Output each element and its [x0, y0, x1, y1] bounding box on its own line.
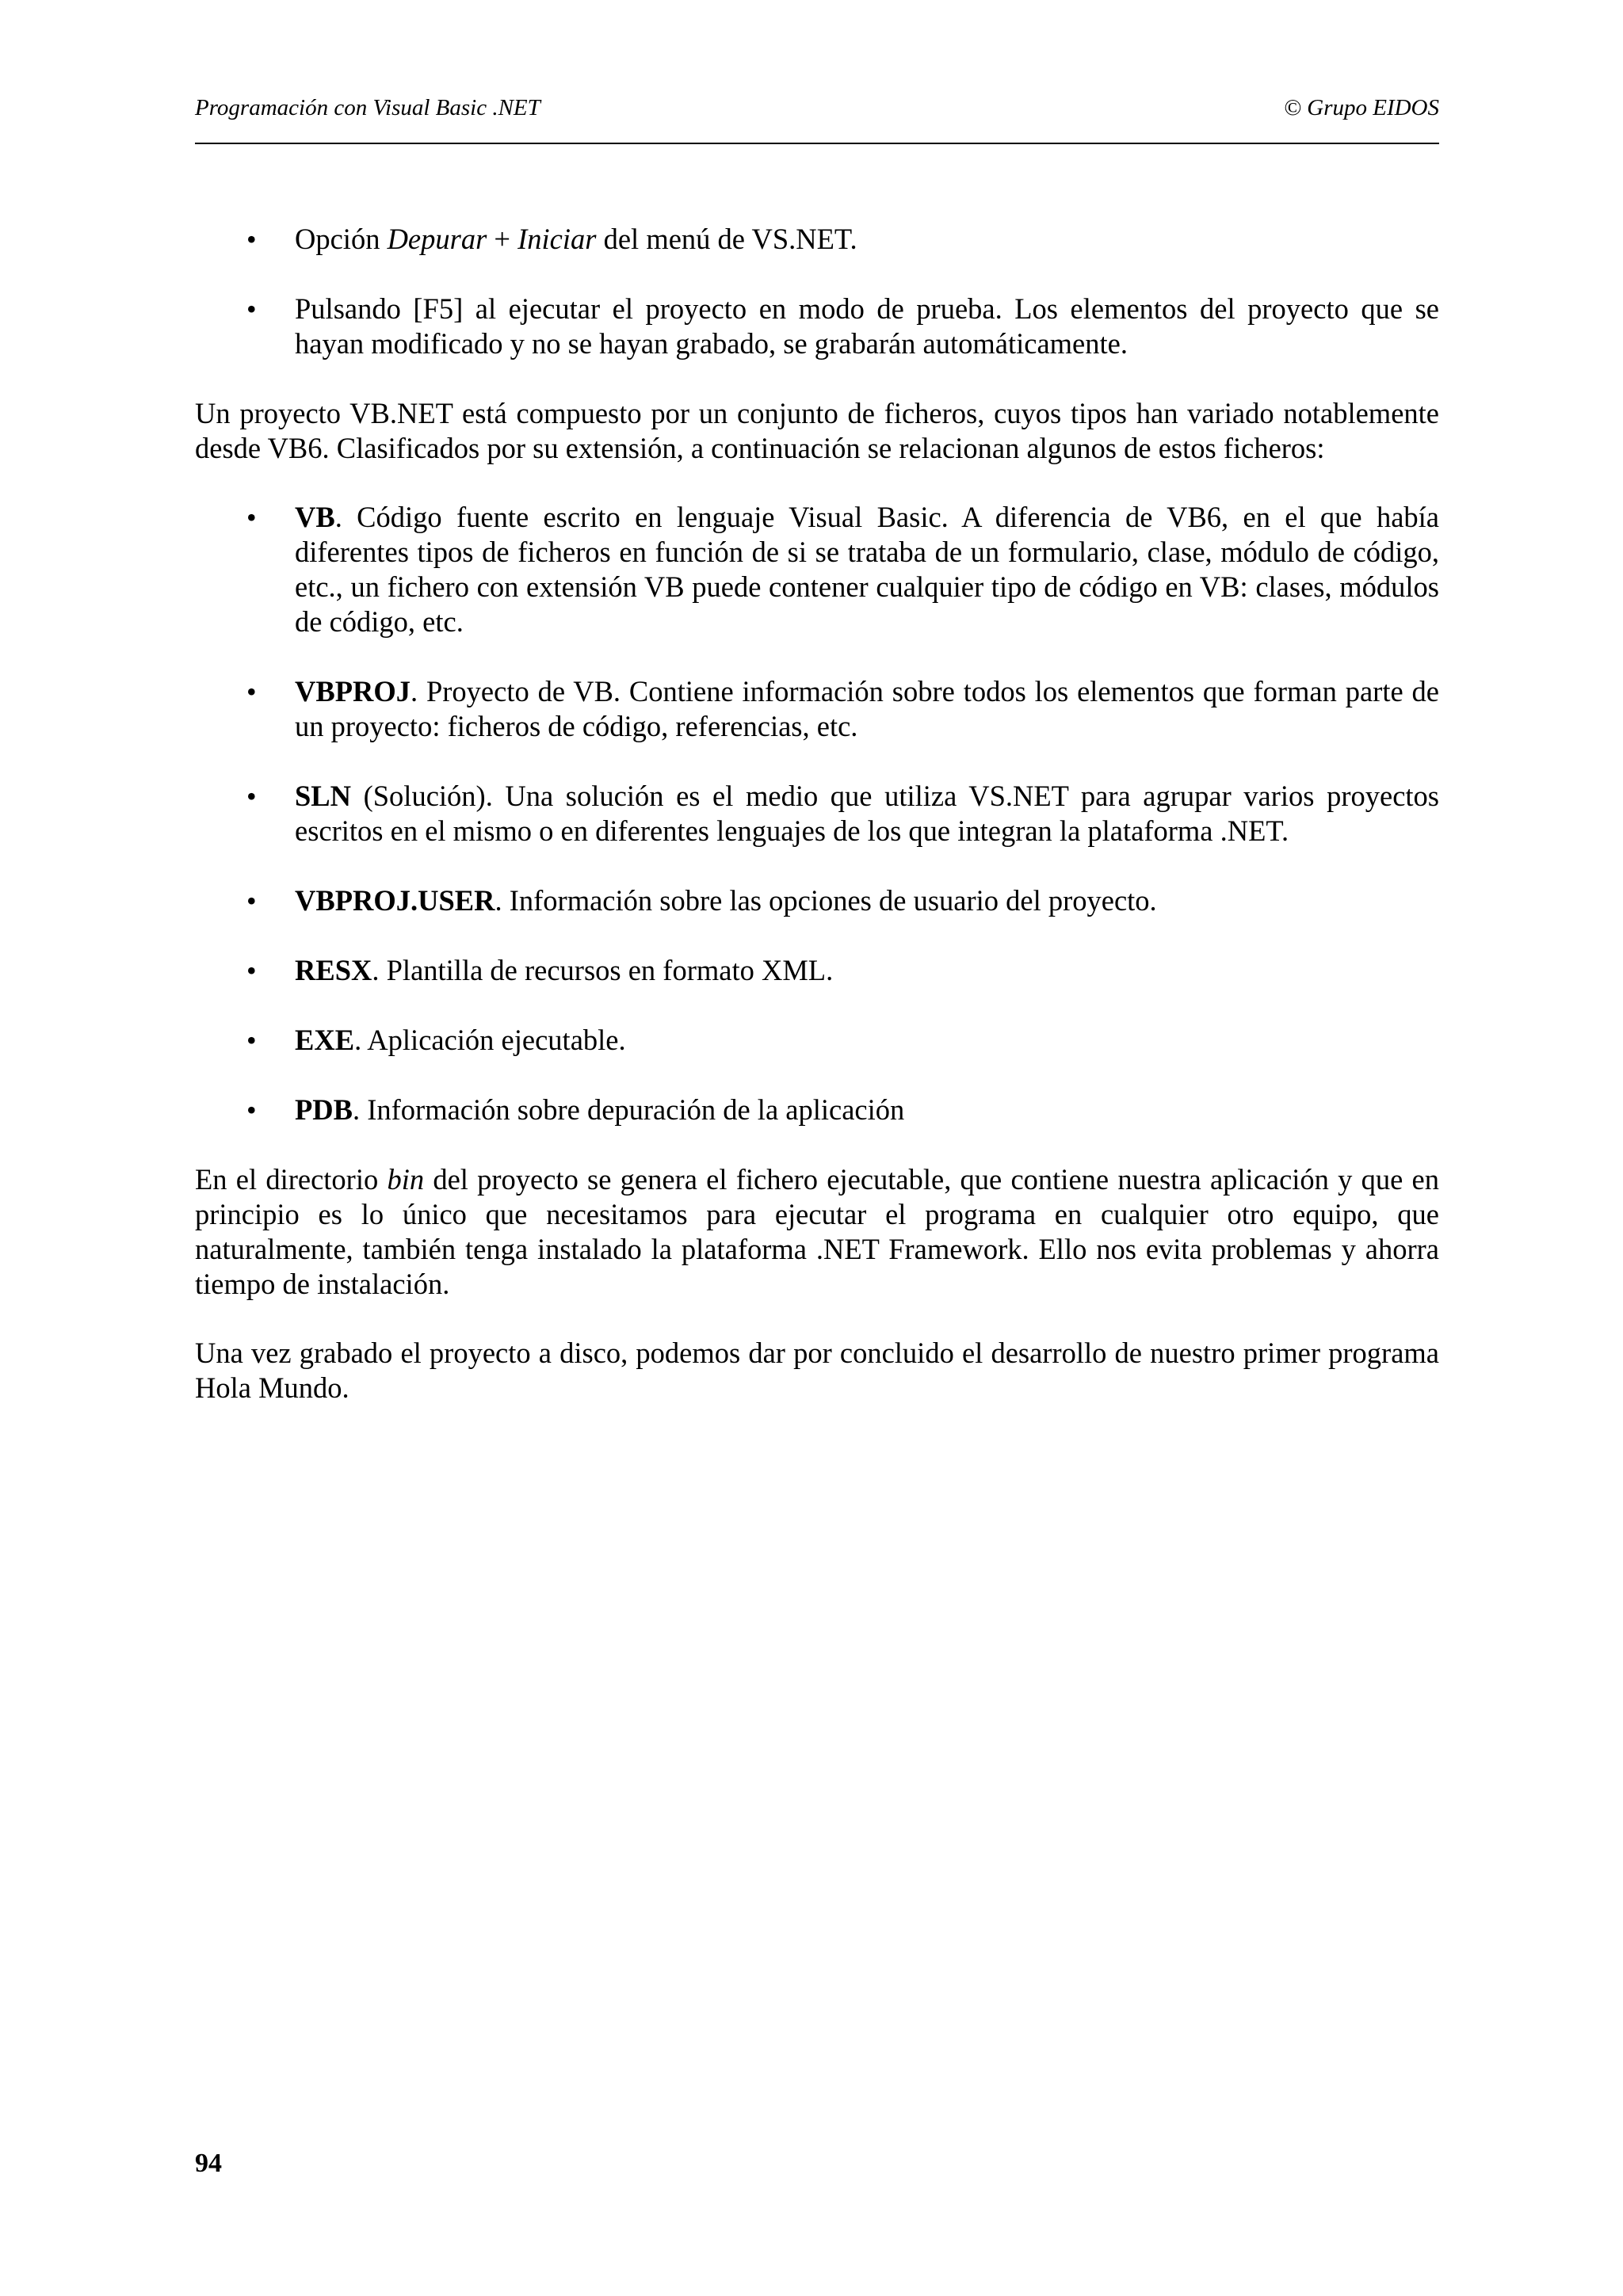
file-types-list: [195, 500, 1439, 1127]
file-description: . Proyecto de VB. Contiene información sobre todos los elementos que forman parte de un proyecto: ficheros de código, referencias, etc.: [295, 675, 1439, 742]
page-number: 94: [195, 2149, 222, 2178]
list-item: [195, 1093, 1439, 1127]
file-extension: SLN: [295, 780, 352, 812]
bullet-icon: •: [246, 955, 257, 986]
directory-name: bin: [387, 1163, 425, 1196]
file-extension: PDB: [295, 1093, 353, 1126]
paragraph: Un proyecto VB.NET está compuesto por un conjunto de ficheros, cuyos tipos han variado notablemente desde VB6. Clasificados por su extensión, a continuación se relacionan algunos de estos ficheros:: [195, 397, 1439, 464]
running-header: [195, 93, 1439, 144]
bullet-icon: •: [246, 1024, 257, 1056]
list-item: [195, 953, 1439, 988]
menu-term: Depurar: [387, 223, 487, 255]
paragraph: [195, 1162, 1439, 1302]
list-item: [195, 1023, 1439, 1058]
file-description: . Información sobre las opciones de usuario del proyecto.: [495, 884, 1157, 917]
bullet-icon: •: [246, 1094, 257, 1126]
file-extension: VBPROJ.USER: [295, 884, 495, 917]
text-run: Opción: [295, 223, 388, 255]
bullet-icon: •: [246, 502, 257, 533]
document-page: [195, 0, 1439, 2296]
bullet-icon: •: [246, 780, 257, 812]
run-options-list: [195, 222, 1439, 361]
body-text: [195, 222, 1439, 1440]
bullet-icon: •: [246, 293, 257, 325]
list-item: [195, 883, 1439, 918]
file-description: . Código fuente escrito en lenguaje Visual Basic. A diferencia de VB6, en el que había diferentes tipos de ficheros en función de si se trataba de un formulario, clase, módulo de código, etc., un fichero con extensión VB puede contener cualquier tipo de código en VB: clases, módulos de código, etc.: [295, 501, 1439, 638]
list-item: [195, 674, 1439, 744]
file-description: (Solución). Una solución es el medio que utiliza VS.NET para agrupar varios proyectos escritos en el mismo o en diferentes lenguajes de los que integran la plataforma .NET.: [295, 780, 1439, 847]
file-extension: EXE: [295, 1024, 355, 1056]
file-description: . Información sobre depuración de la aplicación: [353, 1093, 905, 1126]
text-run: +: [487, 223, 518, 255]
list-item: [195, 292, 1439, 361]
text-run: del proyecto se genera el fichero ejecutable, que contiene nuestra aplicación y que en principio es lo único que necesitamos para ejecutar el programa en cualquier otro equipo, que naturalmente, también tenga instalado la plataforma .NET Framework. Ello nos evita problemas y ahorra tiempo de instalación.: [195, 1163, 1439, 1300]
text-run: Pulsando [F5] al ejecutar el proyecto en modo de prueba. Los elementos del proyecto que se hayan modificado y no se hayan grabado, se grabarán automáticamente.: [295, 292, 1439, 360]
bullet-icon: •: [246, 223, 257, 255]
file-description: . Aplicación ejecutable.: [354, 1024, 626, 1056]
file-extension: RESX: [295, 954, 372, 986]
text-run: En el directorio: [195, 1163, 388, 1196]
list-item: [195, 222, 1439, 257]
text-run: del menú de VS.NET.: [596, 223, 857, 255]
file-extension: VBPROJ: [295, 675, 411, 707]
file-extension: VB: [295, 501, 335, 533]
bullet-icon: •: [246, 676, 257, 707]
bullet-icon: •: [246, 885, 257, 917]
list-item: [195, 779, 1439, 849]
menu-term: Iniciar: [517, 223, 597, 255]
header-book-title: Programación con Visual Basic .NET: [195, 95, 540, 120]
list-item: [195, 500, 1439, 639]
file-description: . Plantilla de recursos en formato XML.: [372, 954, 834, 986]
header-publisher: © Grupo EIDOS: [1283, 95, 1439, 120]
paragraph: Una vez grabado el proyecto a disco, podemos dar por concluido el desarrollo de nuestro primer programa Hola Mundo.: [195, 1337, 1439, 1404]
